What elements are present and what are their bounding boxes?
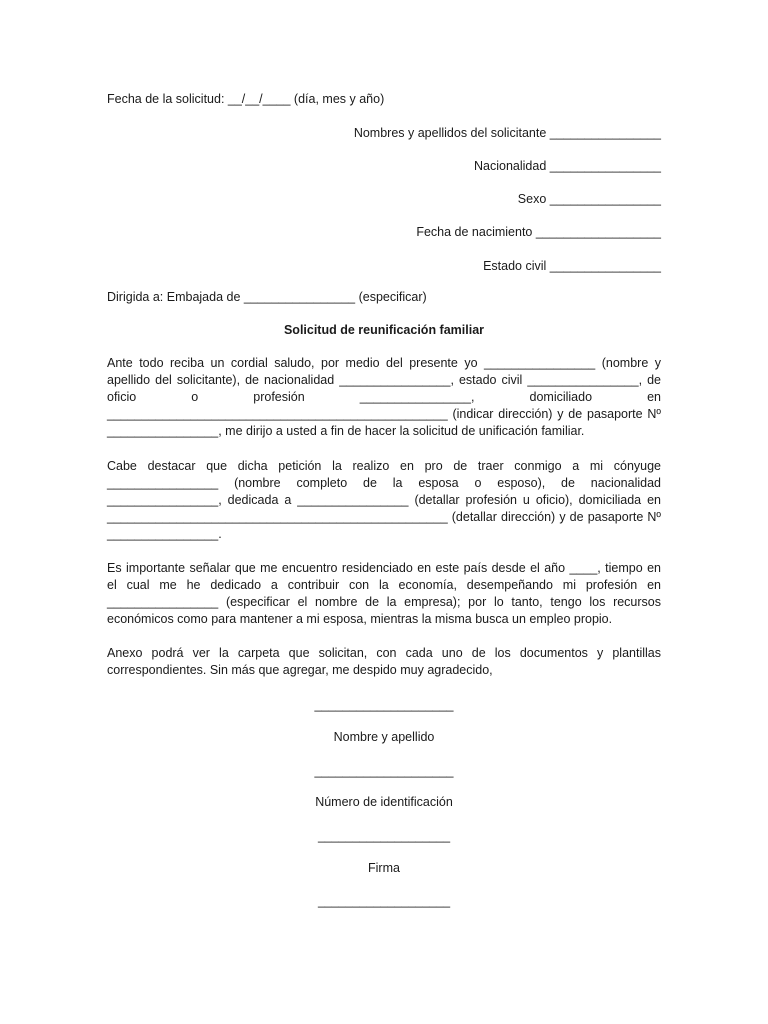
paragraph-line: ________________, me dirijo a usted a fin de hacer la solicitud de unificación familiar.	[107, 424, 585, 438]
firma-label: Firma	[368, 861, 400, 875]
paragraph-1	[107, 355, 661, 440]
dirigida-line: Dirigida a: Embajada de ________________ (especificar)	[107, 290, 427, 304]
paragraph-line: _________________________________________________ (indicar dirección) y de pasaporte Nº	[107, 407, 661, 421]
paragraph-2	[107, 458, 661, 543]
paragraph-line: correspondientes. Sin más que agregar, me despido muy agradecido,	[107, 663, 493, 677]
signature-line-4: ___________________	[317, 894, 451, 908]
signature-line-3: ___________________	[317, 829, 451, 843]
paragraph-line: el cual me he dedicado a contribuir con la economía, desempeñando mi profesión en	[107, 578, 661, 592]
paragraph-line: Anexo podrá ver la carpeta que solicitan, con cada uno de los documentos y plantillas	[107, 646, 661, 660]
nombres-line: Nombres y apellidos del solicitante ________________	[353, 126, 661, 140]
paragraph-line: ________________.	[107, 527, 222, 541]
paragraph-line: Ante todo reciba un cordial saludo, por medio del presente yo ________________ (nombre y	[107, 356, 661, 370]
paragraph-4	[107, 645, 661, 679]
paragraph-line: Es importante señalar que me encuentro residenciado en este país desde el año ____, tiempo en	[107, 561, 661, 575]
paragraph-line: ________________, dedicada a ________________ (detallar profesión u oficio), domiciliada en	[107, 493, 661, 507]
document-title: Solicitud de reunificación familiar	[283, 323, 485, 337]
paragraph-3	[107, 560, 661, 628]
estado-civil-line: Estado civil ________________	[483, 259, 661, 273]
paragraph-line: _________________________________________________ (detallar dirección) y de pasaporte Nº	[107, 510, 661, 524]
fecha-solicitud-line: Fecha de la solicitud: __/__/____ (día, mes y año)	[107, 92, 385, 106]
paragraph-line: ________________ (especificar el nombre de la empresa); por lo tanto, tengo los recursos	[107, 595, 661, 609]
paragraph-line: apellido del solicitante), de nacionalidad ________________, estado civil ________________, de	[107, 373, 661, 387]
nacionalidad-line: Nacionalidad ________________	[474, 159, 661, 173]
paragraph-line: Cabe destacar que dicha petición la realizo en pro de traer conmigo a mi cónyuge	[107, 459, 661, 473]
fecha-nacimiento-line: Fecha de nacimiento __________________	[416, 225, 661, 239]
identificacion-label: Número de identificación	[315, 795, 453, 809]
paragraph-line: ________________ (nombre completo de la esposa o esposo), de nacionalidad	[107, 476, 661, 490]
paragraph-line: oficio o profesión ________________, domiciliado en	[107, 390, 661, 404]
signature-line-1: ____________________	[314, 698, 454, 712]
nombre-apellido-label: Nombre y apellido	[333, 730, 435, 744]
signature-line-2: ____________________	[314, 764, 454, 778]
paragraph-line: económicos como para mantener a mi esposa, mientras la misma busca un empleo propio.	[107, 612, 613, 626]
sexo-line: Sexo ________________	[517, 192, 661, 206]
